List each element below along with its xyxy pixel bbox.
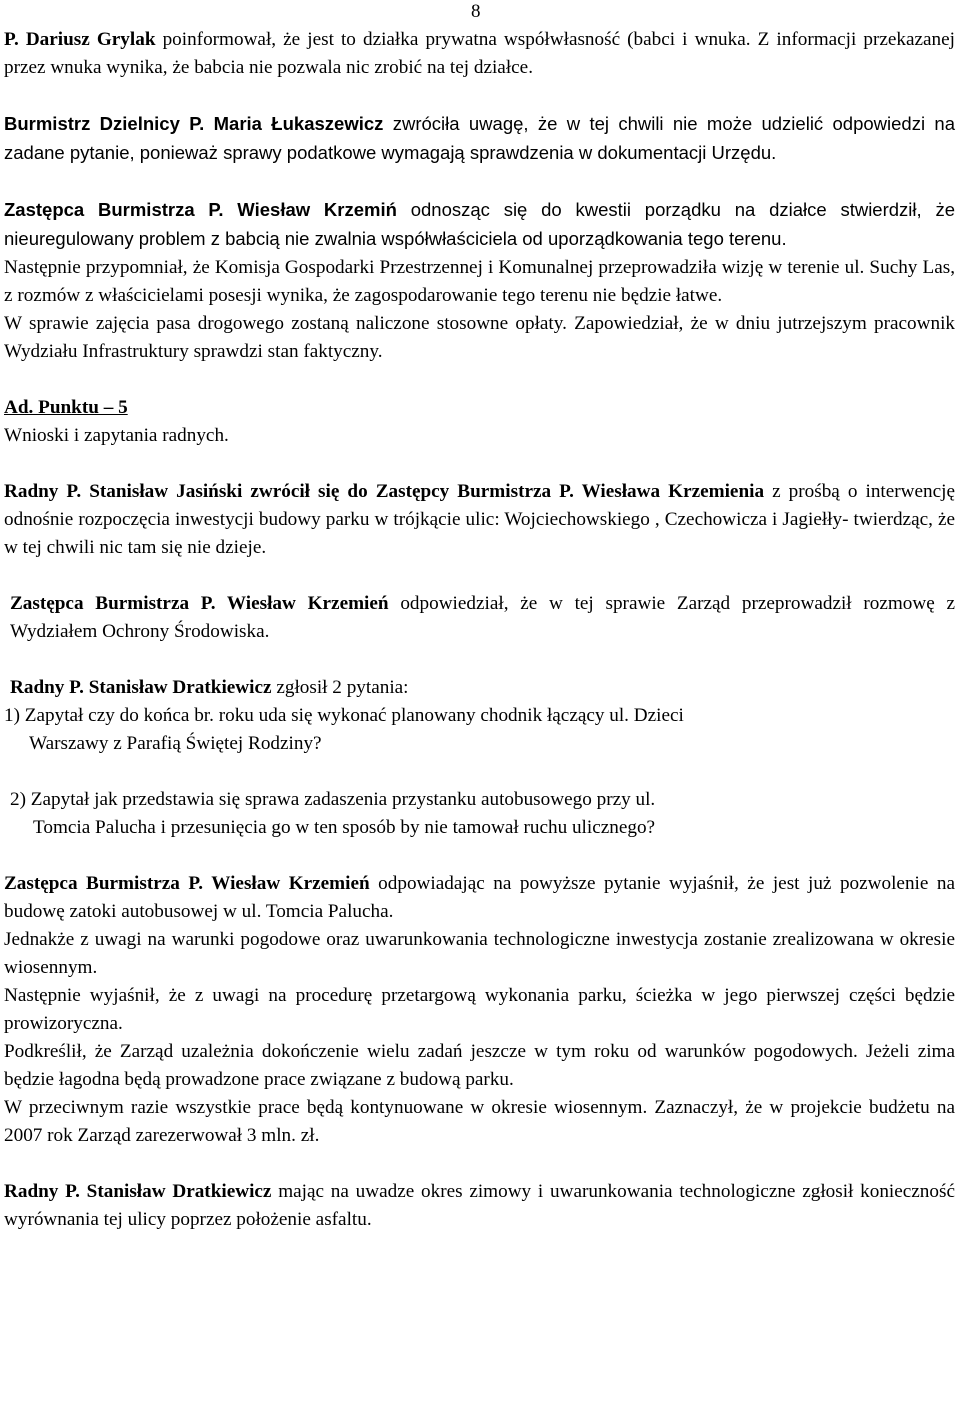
speaker-name: Radny P. Stanisław Jasiński zwrócił się do Zastępcy Burmistrza P. Wiesława Krzemienia (4, 481, 765, 502)
paragraph-krzemin-1 (4, 196, 955, 254)
question-1-line-2: Warszawy z Parafią Świętej Rodziny? (29, 733, 322, 754)
agenda-item-heading: Ad. Punktu – 5 (4, 397, 128, 418)
paragraph-jasinski (4, 478, 955, 562)
paragraph-jednakze: Jednakże z uwagi na warunki pogodowe oraz uwarunkowania technologiczne inwestycja zostanie zrealizowana w okresie wiosennym. (4, 929, 955, 978)
paragraph-text: odpowiedział, że w tej sprawie Zarząd przeprowadził rozmowę z Wydziałem Ochrony Środowiska. (10, 593, 955, 642)
paragraph-komisja: Następnie przypomniał, że Komisja Gospodarki Przestrzennej i Komunalnej przeprowadziła wizję w terenie ul. Suchy Las, z rozmów z właścicielami posesji wynika, że zagospodarowanie tego terenu nie będzie łatwe. (4, 257, 955, 306)
question-1-line-1: 1) Zapytał czy do końca br. roku uda się wykonać planowany chodnik łączący ul. Dzieci (4, 705, 684, 726)
paragraph-krzemien-2 (4, 870, 955, 926)
paragraph-dratkiewicz-1 (4, 674, 955, 702)
paragraph-text: zwróciła uwagę, że w tej chwili nie może udzielić odpowiedzi na zadane pytanie, ponieważ sprawy podatkowe wymagają sprawdzenia w dokumentacji Urzędu. (4, 113, 955, 163)
paragraph-dratkiewicz-2 (4, 1178, 955, 1234)
speaker-name: Zastępca Burmistrza P. Wiesław Krzemień (10, 593, 389, 614)
paragraph-text: poinformował, że jest to działka prywatna współwłasność (babci i wnuka. Z informacji przekazanej przez wnuka wynika, że babcia nie pozwala nic zrobić na tej działce. (4, 29, 956, 78)
paragraph-budzet: W przeciwnym razie wszystkie prace będą kontynuowane w okresie wiosennym. Zaznaczył, że w projekcie budżetu na 2007 rok Zarząd zarezerwował 3 mln. zł. (4, 1097, 955, 1146)
question-2-line-1: 2) Zapytał jak przedstawia się sprawa zadaszenia przystanku autobusowego przy ul. (10, 789, 656, 810)
paragraph-oplaty: W sprawie zajęcia pasa drogowego zostaną naliczone stosowne opłaty. Zapowiedział, że w dniu jutrzejszym pracownik Wydziału Infrastruktury sprawdzi stan faktyczny. (4, 313, 955, 362)
paragraph-text: z prośbą o interwencję odnośnie rozpoczęcia inwestycji budowy parku w trójkącie ulic: Wojciechowskiego , Czechowicza i Jagiełły- twierdząc, że w tej chwili nic tam się nie dzieje. (4, 481, 955, 558)
speaker-name: Zastępca Burmistrza P. Wiesław Krzemień (4, 873, 370, 894)
question-2-line-2: Tomcia Palucha i przesunięcia go w ten sposób by nie tamował ruchu ulicznego? (33, 817, 656, 838)
paragraph-text: odpowiadając na powyższe pytanie wyjaśnił, że jest już pozwolenie na budowę zatoki autobusowej w ul. Tomcia Palucha. (4, 873, 955, 922)
speaker-name: P. Dariusz Grylak (4, 29, 156, 50)
paragraph-text: zgłosił 2 pytania: (271, 677, 409, 698)
paragraph-krzemien-1 (4, 590, 955, 646)
paragraph-grylak (4, 26, 955, 82)
speaker-name: Radny P. Stanisław Dratkiewicz (10, 677, 272, 698)
paragraph-sciezka: Następnie wyjaśnił, że z uwagi na procedurę przetargową wykonania parku, ścieżka w jego pierwszej części będzie prowizoryczna. (4, 985, 955, 1034)
document-body (4, 26, 955, 1234)
speaker-name: Radny P. Stanisław Dratkiewicz (4, 1181, 272, 1202)
paragraph-lukaszewicz (4, 110, 955, 168)
paragraph-podkreslil: Podkreślił, że Zarząd uzależnia dokończenie wielu zadań jeszcze w tym roku od warunków pogodowych. Jeżeli zima będzie łagodna będą prowadzone prace związane z budową parku. (4, 1041, 955, 1090)
speaker-name: Burmistrz Dzielnicy P. Maria Łukaszewicz (4, 113, 384, 134)
page-number: 8 (471, 1, 481, 22)
paragraph-text: odnosząc się do kwestii porządku na działce stwierdził, że nieuregulowany problem z babcią nie zwalnia współwłaściciela od uporządkowania tego terenu. (4, 199, 955, 249)
paragraph-text: mając na uwadze okres zimowy i uwarunkowania technologiczne zgłosił konieczność wyrównania tej ulicy poprzez położenie asfaltu. (4, 1181, 955, 1230)
section-heading (4, 394, 955, 422)
speaker-name: Zastępca Burmistrza P. Wiesław Krzemiń (4, 199, 397, 220)
section-subheading: Wnioski i zapytania radnych. (4, 425, 229, 446)
